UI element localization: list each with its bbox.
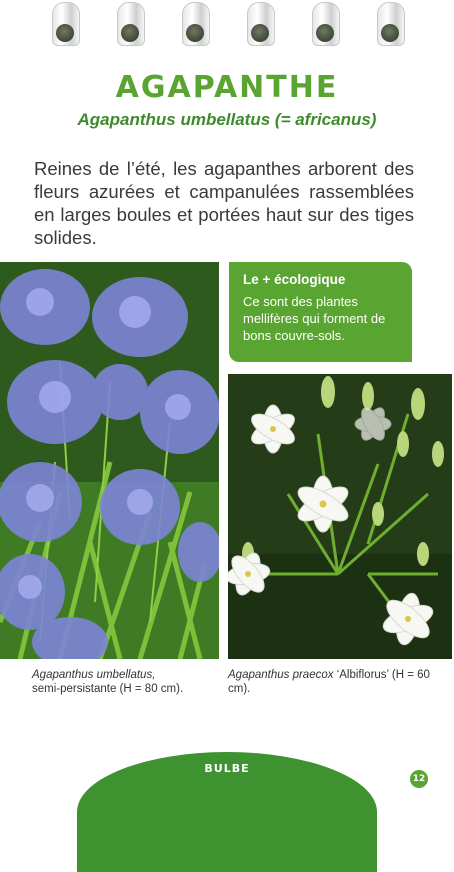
caption-2-text: ‘Albiflorus’ (H = 60 cm). <box>228 669 430 695</box>
page-number: 12 <box>410 770 428 788</box>
photo-agapanthus-praecox-albiflorus <box>228 374 452 659</box>
category-label: BULBE <box>204 762 250 775</box>
caption-1-text: semi-persistante (H = 80 cm). <box>32 683 184 695</box>
photo-agapanthus-umbellatus <box>0 262 219 659</box>
binding-ring-icon <box>117 2 145 46</box>
binding-ring-icon <box>247 2 275 46</box>
latin-name: Agapanthus umbellatus (= africanus) <box>77 110 377 129</box>
intro-paragraph: Reines de l’été, les agapanthes arborent des fleurs azurées et campanulées rassemblées en larges boules et portées haut sur des tiges solides. <box>34 158 414 248</box>
binding-ring-icon <box>52 2 80 46</box>
eco-tip-title: Le + écologique <box>243 272 346 287</box>
caption-1-latin: Agapanthus umbellatus, <box>32 669 156 681</box>
spiral-binding <box>0 0 454 48</box>
binding-ring-icon <box>312 2 340 46</box>
page-title: AGAPANTHE <box>115 70 339 105</box>
caption-photo-1 <box>32 668 222 696</box>
caption-photo-2 <box>228 668 448 696</box>
caption-2-latin: Agapanthus praecox <box>228 669 334 681</box>
binding-ring-icon <box>182 2 210 46</box>
eco-tip-box <box>229 262 412 362</box>
binding-ring-icon <box>377 2 405 46</box>
eco-tip-body: Ce sont des plantes mellifères qui forment de bons couvre-sols. <box>243 294 386 343</box>
